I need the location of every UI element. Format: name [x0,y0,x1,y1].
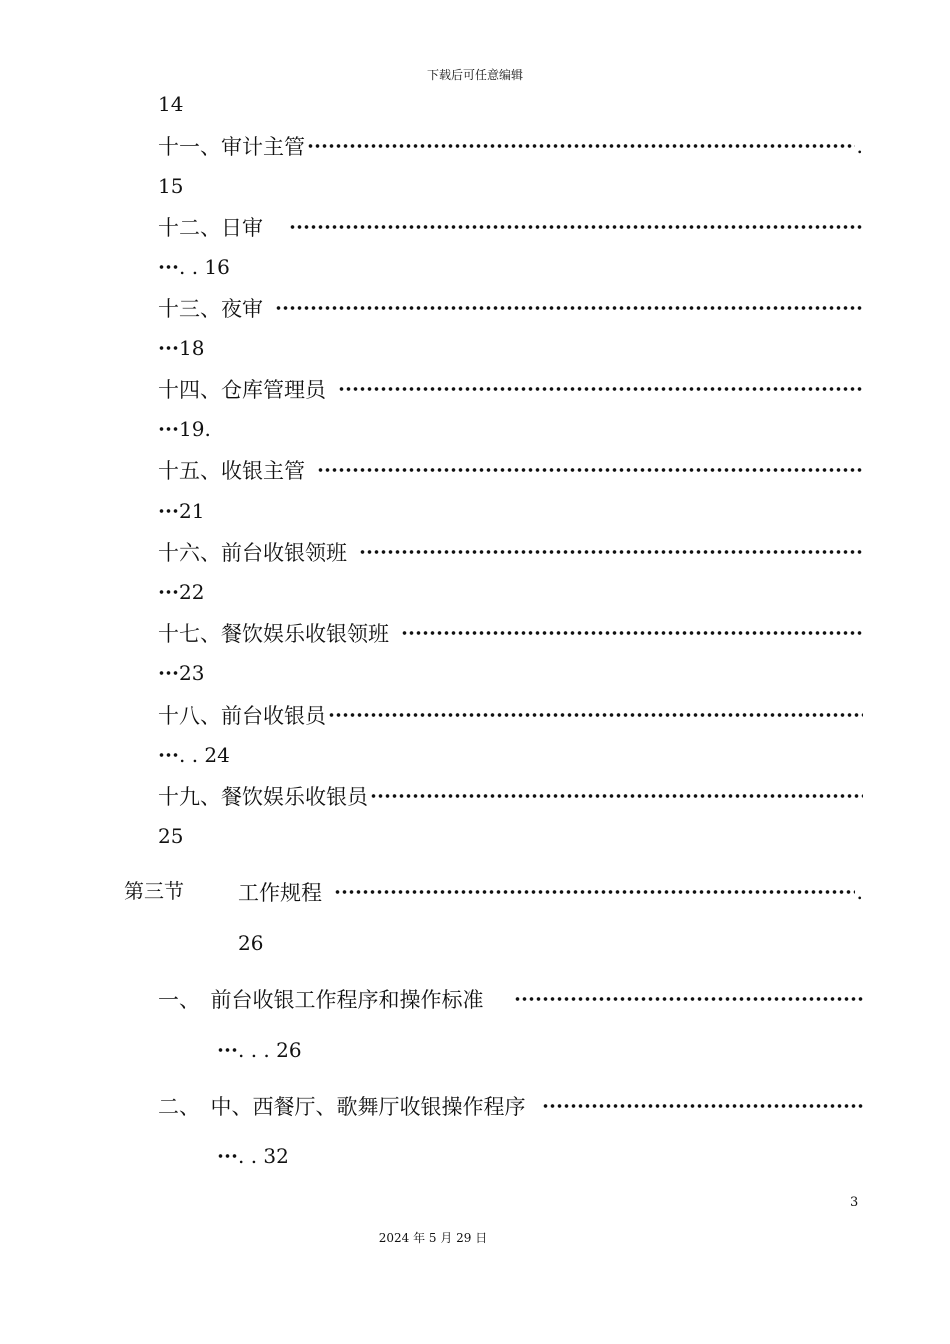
toc-subentry-label: 二、 中、西餐厅、歌舞厅收银操作程序 [158,1095,526,1119]
toc-page-number: 18 [179,336,205,360]
toc-entry-page [158,660,204,686]
toc-section-entry[interactable] [238,878,863,906]
toc-dot-leader [158,507,179,515]
toc-dot-leader [359,548,863,556]
toc-page-number: 25 [158,824,184,848]
toc-section-label: 工作规程 [238,881,322,905]
toc-subentry-page [217,1037,302,1063]
toc-entry-label: 十四、仓库管理员 [158,378,326,402]
toc-dot-leader [217,1046,238,1054]
toc-entry[interactable] [158,782,863,810]
toc-entry[interactable] [158,294,863,322]
toc-page-number: 22 [179,580,205,604]
toc-dot-leader [158,588,179,596]
toc-entry[interactable] [158,375,863,403]
toc-entry[interactable] [158,213,863,241]
toc-dot-leader [334,888,855,896]
toc-page-number: . . 16 [179,255,230,279]
toc-dot-leader [328,711,863,719]
toc-dot-leader [401,629,863,637]
toc-dot-leader [514,995,864,1003]
toc-entry[interactable] [158,456,863,484]
toc-page-number: . . 24 [179,743,230,767]
toc-dot-leader [275,304,863,312]
toc-entry-page [158,742,230,768]
toc-dot-leader [289,223,863,231]
toc-dot-leader [317,466,863,474]
toc-subentry[interactable] [158,985,863,1013]
toc-entry[interactable] [158,538,863,566]
toc-dot-leader [370,792,863,800]
toc-section-page [238,930,263,956]
toc-page-number: 21 [179,499,205,523]
toc-dot-leader [217,1152,238,1160]
toc-subentry[interactable] [158,1092,863,1120]
toc-entry-label: 十三、夜审 [158,297,263,321]
toc-entry-label: 十七、餐饮娱乐收银领班 [158,622,389,646]
toc-entry-page [158,335,204,361]
toc-dot-leader [158,425,179,433]
toc-entry-page [158,173,183,199]
toc-dot-leader [542,1102,864,1110]
toc-entry-label: 十九、餐饮娱乐收银员 [158,785,368,809]
toc-entry[interactable] [158,619,863,647]
page-footer-date: 2024 年 5 月 29 日 [378,1231,488,1245]
toc-entry[interactable] [158,701,863,729]
section-prefix: 第三节 [124,879,184,903]
toc-entry-page [158,579,204,605]
toc-page-number: 19. [179,417,211,441]
toc-leader-end: . [856,880,863,904]
toc-dot-leader [338,385,863,393]
toc-entry-page [158,498,204,524]
toc-dot-leader [158,344,179,352]
toc-subentry-label: 一、 前台收银工作程序和操作标准 [158,988,484,1012]
toc-dot-leader [158,669,179,677]
toc-page-number: . . 32 [238,1144,289,1168]
toc-dot-leader [158,751,179,759]
toc-entry-label: 十八、前台收银员 [158,704,326,728]
toc-entry-label: 十五、收银主管 [158,459,305,483]
toc-entry-page [158,823,183,849]
toc-entry-label: 十六、前台收银领班 [158,541,347,565]
toc-entry[interactable] [158,132,863,160]
toc-entry-page [158,254,230,280]
page-header: 下载后可任意编辑 [426,68,523,82]
toc-subentry-page [217,1143,289,1169]
page-number: 3 [850,1195,859,1210]
toc-dot-leader [307,142,855,150]
toc-entry-label: 十一、审计主管 [158,135,305,159]
toc-page-number: 14 [158,92,184,116]
toc-entry-label: 十二、日审 [158,216,263,240]
toc-page-number: 15 [158,174,184,198]
toc-dot-leader [158,263,179,271]
toc-leader-end: . [856,134,863,158]
toc-entry-page [158,416,211,442]
toc-page-number: . . . 26 [238,1038,302,1062]
toc-page-number: 23 [179,661,205,685]
toc-page-number: 26 [238,931,264,955]
